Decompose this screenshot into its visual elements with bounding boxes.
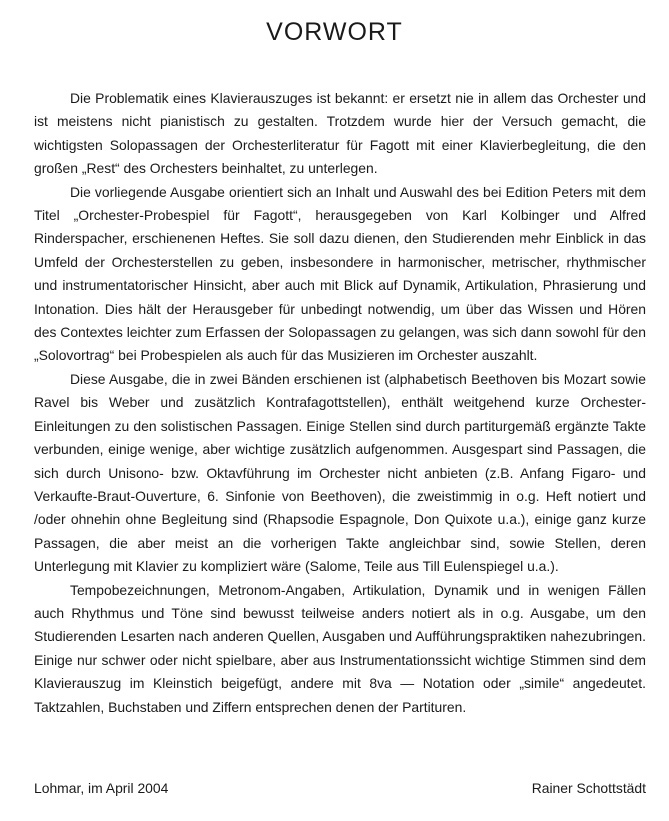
- paragraph-4: Tempobezeichnungen, Metronom-Angaben, Artikulation, Dynamik und in wenigen Fällen auch Rhythmus und Töne sind bewusst teilweise anders notiert als in o.g. Ausgabe, um den Studierenden Lesarten nach anderen Quellen, Ausgaben und Aufführungspraktiken nahezubringen. Einige nur schwer oder nicht spielbare, aber aus Instrumentationssicht wichtige Stimmen sind dem Klavierauszug im Kleinstich beigefügt, andere mit 8va — Notation oder „simile“ angedeutet. Taktzahlen, Buchstaben und Ziffern entsprechen denen der Partituren.: [34, 581, 646, 715]
- paragraph-3: Diese Ausgabe, die in zwei Bänden erschienen ist (alphabetisch Beethoven bis Mozart sowie Ravel bis Weber und zusätzlich Kontrafagottstellen), enthält weitgehend kurze Orchester-Einleitungen zu den solistischen Passagen. Einige Stellen sind durch partiturgemäß ergänzte Takte verbunden, einige wenige, aber wichtige zusätzlich aufgenommen. Ausgespart sind Passagen, die sich durch Unisono- bzw. Oktavführung im Orchester nicht anbieten (z.B. Anfang Figaro- und Verkaufte-Braut-Ouverture, 6. Sinfonie von Beethoven), die zweistimmig in o.g. Heft notiert und /oder ohnehin ohne Begleitung sind (Rhapsodie Espagnole, Don Quixote u.a.), einige ganz kurze Passagen, die aber meist an die vorherigen Takte angleichbar sind, sowie Stellen, deren Unterlegung mit Klavier zu kompliziert wäre (Salome, Teile aus Till Eulenspiegel u.a.).: [34, 370, 646, 575]
- place-date: Lohmar, im April 2004: [34, 780, 169, 796]
- page-title: VORWORT: [266, 18, 403, 46]
- author-name: Rainer Schottstädt: [531, 780, 646, 796]
- paragraph-1: Die Problematik eines Klavierauszuges ist bekannt: er ersetzt nie in allem das Orchester und ist meistens nicht pianistisch zu gestalten. Trotzdem wurde hier der Versuch gemacht, die wichtigsten Solopassagen der Orchesterliteratur für Fagott mit einer Klavierbegleitung, die den großen „Rest“ des Orchesters beinhaltet, zu unterlegen.: [34, 90, 646, 177]
- foreword-body: [34, 87, 646, 719]
- signature-line: [34, 776, 646, 800]
- paragraph-2: Die vorliegende Ausgabe orientiert sich an Inhalt und Auswahl des bei Edition Peters mit dem Titel „Orchester-Probespiel für Fagott“, herausgegeben von Karl Kolbinger und Alfred Rinderspacher, erschienenen Heftes. Sie soll dazu dienen, den Studierenden mehr Einblick in das Umfeld der Orchesterstellen zu geben, insbesondere in harmonischer, metrischer, rhythmischer und instrumentatorischer Hinsicht, aber auch mit Blick auf Dynamik, Artikulation, Phrasierung und Intonation. Dies hält der Herausgeber für unbedingt notwendig, um über das Wissen und Hören des Contextes leichter zum Erfassen der Solopassagen zu gelangen, was sich dann sowohl für den „Solovortrag“ bei Probespielen als auch für das Musizieren im Orchester auszahlt.: [34, 183, 646, 364]
